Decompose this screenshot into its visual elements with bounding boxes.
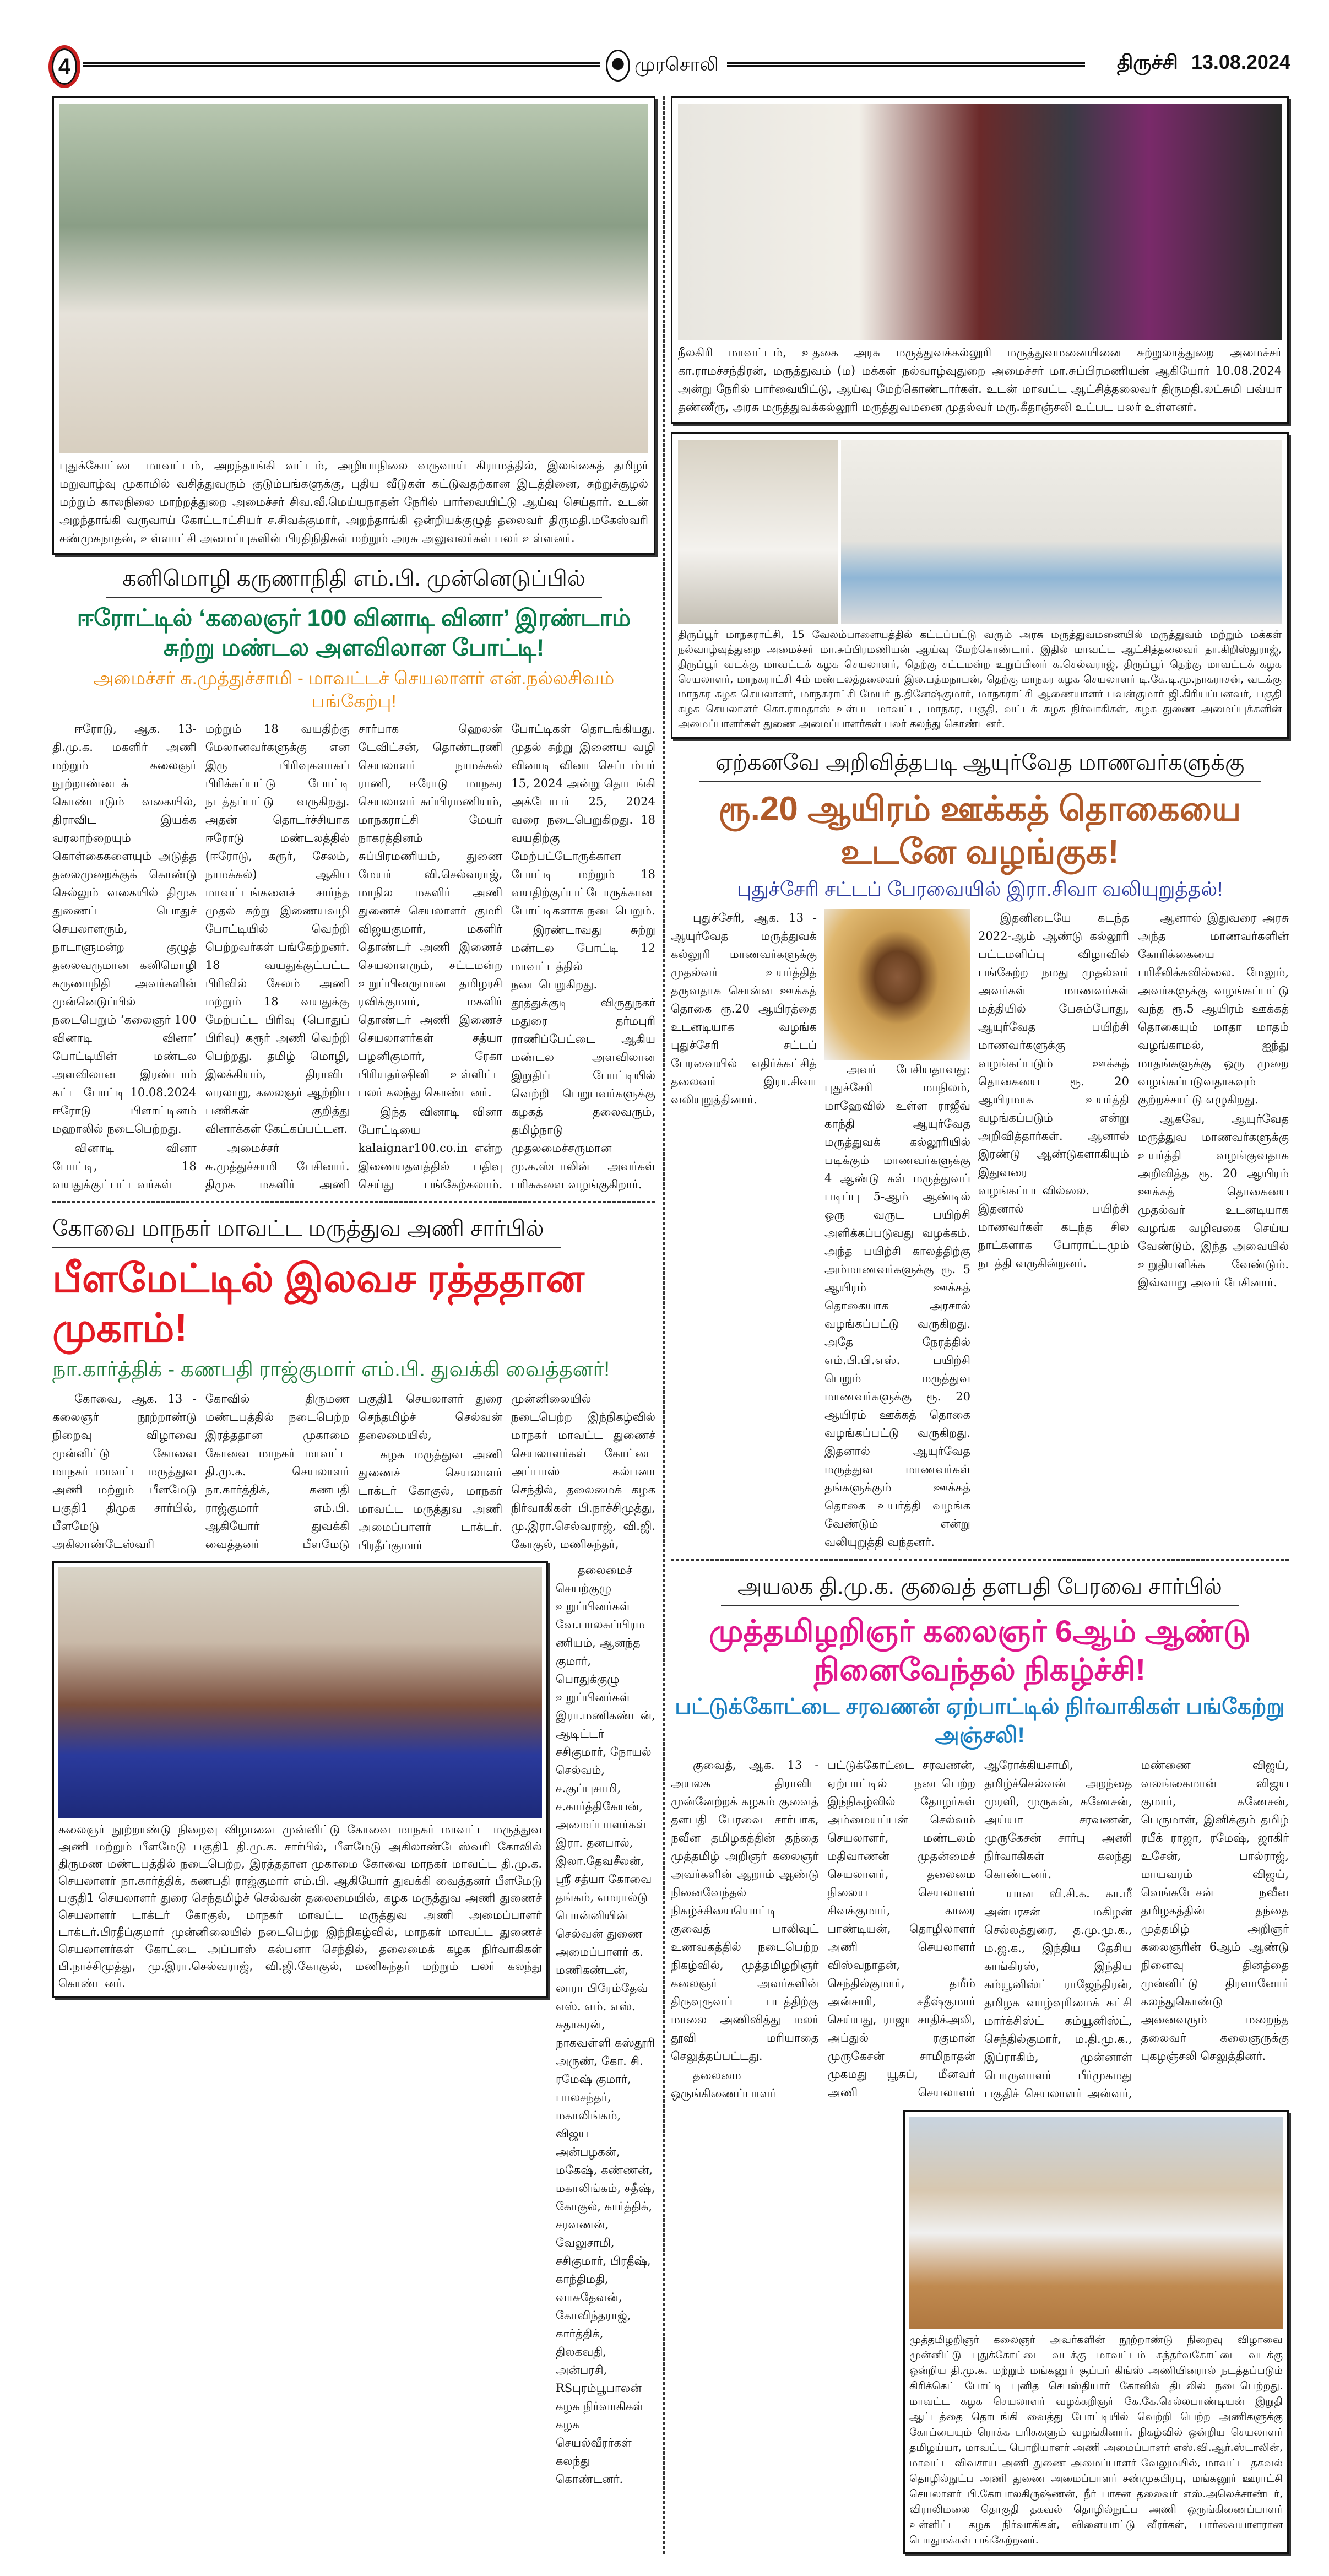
puducherry-body-row <box>671 909 1289 1552</box>
photo-story-pudukkottai <box>52 96 655 555</box>
masthead-logo <box>606 50 719 82</box>
paragraph: இதனிடையே கடந்த 2022-ஆம் ஆண்டு கல்லூரி பட்டமளிப்பு விழாவில் பங்கேற்ற நமது முதல்வர் அவர்கள் மாணவர்கள் மத்தியில் பேசும்போது, ஆயுர்வேத பயிற்சி மாணவர்களுக்கு வழங்கப்படும் ஊக்கத் தொகையை ரூ. 20 ஆயிரமாக உயர்த்தி வழங்கப்படும் என்று அறிவித்தார்கள். ஆனால் இரண்டு ஆண்டுகளாகியும் இதுவரை வழங்கப்படவில்லை. இதனால் பயிற்சி மாணவர்கள் கடந்த சில நாட்களாக போராட்டமும் நடத்தி வருகின்றனர். <box>978 911 1129 1270</box>
photo-story-blood-donation <box>52 1561 548 1998</box>
paragraph: தலைமைச் செயற்குழு உறுப்பினர்கள் வே.பாலசுப்பிரமணியம், ஆனந்த குமார், பொதுக்குழு உறுப்பினர்கள் இரா.மணிகண்டன், ஆடிட்டர் சசிகுமார், நோயல் செல்வம், ச.குப்புசாமி, ச.கார்த்திகேயன், அமைப்பாளர்கள் இரா. தனபால், இலா.தேவசீலன், ஸ்ரீ சத்யா கோவை தங்கம், எமரால்டு பொன்னியின் செல்வன் துணை அமைப்பாளர் க. மணிகண்டன், லாரா பிரேம்தேவ் எஸ். எம். எஸ். சுதாகரன், நாகவள்ளி கஸ்தூரி அருண், கோ. சி. ரமேஷ் குமார், பாலசந்தர், மகாலிங்கம், விஜய அன்பழகன், மகேஷ், கண்ணன், மகாலிங்கம், சதீஷ், கோகுல், கார்த்திக், சரவணன், வேலுசாமி, சசிகுமார், பிரதீஷ், காந்திமதி, வாசுதேவன், கோவிந்தராஜ், கார்த்திக், திலகவதி, அன்பரசி, RSபுரம்பூபாலன் கழக நிர்வாகிகள் கழக செயல்வீரர்கள் கலந்து கொண்டனர். <box>556 1563 655 2486</box>
erode-subheadline: அமைச்சர் சு.முத்துச்சாமி - மாவட்டச் செயலாளர் என்.நல்லசிவம் பங்கேற்பு! <box>93 667 615 712</box>
puducherry-body-col2-text <box>824 1060 970 1552</box>
page-number: 4 <box>48 45 80 88</box>
puducherry-body-col1 <box>671 909 817 1110</box>
kuwait-subheadline: பட்டுக்கோட்டை சரவணன் ஏற்பாட்டில் நிர்வாகிகள் பங்கேற்று அஞ்சலி! <box>675 1694 1285 1747</box>
photo-caption: முத்தமிழறிஞர் கலைஞர் அவர்களின் நூற்றாண்டு நிறைவு விழாவை முன்னிட்டு புதுக்கோட்டை வடக்கு மாவட்டம் கந்தர்வகோட்டை வடக்கு ஒன்றிய தி.மு.க. மற்றும் மங்கனூர் சூப்பர் கிங்ஸ் அணியினரால் நடத்தப்படும் கிரிக்கெட் போட்டி புனித செபஸ்தியார் கோவில் திடலில் நடைபெற்றது. மாவட்ட கழக செயலாளர் வழக்கறிஞர் கே.கே.செல்லபாண்டியன் இறுதி ஆட்டத்தை தொடங்கி வைத்து போட்டியில் வெற்றி பெற்ற அணிகளுக்கு கோப்பையும் ரொக்க பரிசுகளும் வழங்கினார். நிகழ்வில் ஒன்றிய செயலாளர் தமிழய்யா, மாவட்ட பொறியாளர் அணி அமைப்பாளர் எஸ்.வி.ஆர்.ஸ்டாலின், மாவட்ட விவசாய அணி துணை அமைப்பாளர் வேலுமயில், மாவட்ட தகவல் தொழில்நுட்ப அணி துணை அமைப்பாளர் சண்முகபிரபு, மங்கனூர் ஊராட்சி செயலாளர் பி.கோபாலகிருஷ்ணன், நீர் பாசன தலைவர் எஸ்.அலெக்சாண்டர், விராலிமலை தொகுதி தகவல் தொழில்நுட்ப அணி ஒருங்கிணைப்பாளர் உள்ளிட்ட கழக நிர்வாகிகள், விளையாட்டு வீரர்கள், பார்வையாளரான பொதுமக்கள் பங்கேற்றனர். <box>909 2333 1283 2546</box>
kovai-lower-row <box>52 1561 655 2490</box>
photo-caption: நீலகிரி மாவட்டம், உதகை அரசு மருத்துவக்கல்லூரி மருத்துவமனையினை சுற்றுலாத்துறை அமைச்சர் கா.ராமச்சந்திரன், மருத்துவம் (ம) மக்கள் நல்வாழ்வுதுறை அமைச்சர் மா.சுப்பிரமணியன் ஆகியோர் 10.08.2024 அன்று நேரில் பார்வையிட்டு, ஆய்வு மேற்கொண்டார்கள். உடன் மாவட்ட ஆட்சித்தலைவர் திருமதி.லட்சுமி பவ்யா தண்ணீரு, அரசு மருத்துவக்கல்லூரி மருத்துவமனை முதல்வர் மரு.கீதாஞ்சலி உட்பட பலர் உள்ளனர். <box>678 346 1282 414</box>
kuwait-headline: முத்தமிழறிஞர் கலைஞர் 6ஆம் ஆண்டு நினைவேந்தல் நிகழ்ச்சி! <box>709 1613 1251 1687</box>
dateline <box>1117 51 1290 77</box>
paragraph: யான வி.சி.க. கா.மீ அன்பரசன் மகிழன் செல்லத்துரை, த.மு.மு.க., ம.ஜ.க., இந்திய தேசிய காங்கிரஸ், இந்திய கம்யூனிஸ்ட் ராஜேந்திரன், தமிழக வாழ்வுரிமைக் கட்சி மார்க்சிஸ்ட் கம்யூனிஸ்ட், செந்தில்குமார், ம.தி.மு.க., இப்ராகிம், முன்னாள் பொருளாளர் பீர்முகமது பகுதிச் செயலாளர் அன்வர், மண்ணை விஜய், வலங்கைமான் விஜய குமார், கணேசன், பெருமாள், இனிக்கும் தமிழ் ரபீக் ராஜா, ரமேஷ், ஜாகிர் உசேன், பால்ராஜ், மாயவரம் விஜய், வெங்கடேசன் நவீன தமிழகத்தின் தந்தை முத்தமிழ் அறிஞர் கலைஞரின் 6ஆம் ஆண்டு நினைவு தினத்தை முன்னிட்டு திரளானோர் கலந்துகொண்டு அனைவரும் மறைந்த தலைவர் கலைஞருக்கு புகழஞ்சலி செலுத்தினர். <box>984 1758 1289 2100</box>
issue-date: 13.08.2024 <box>1191 51 1290 73</box>
paragraph: அவர் பேசியதாவது: புதுச்சேரி மாநிலம், மாஹேவில் உள்ள ராஜீவ் காந்தி ஆயுர்வேத மருத்துவக் கல்லூரியில் படிக்கும் மாணவர்களுக்கு 4 ஆண்டு கள் மருத்துவப் படிப்பு 5-ஆம் ஆண்டில் ஒரு வருட பயிற்சி அளிக்கப்படுவது வழக்கம். அந்த பயிற்சி காலத்திற்கு அம்மாணவர்களுக்கு ரூ. 5 ஆயிரம் ஊக்கத் தொகையாக அரசால் வழங்கப்பட்டு வருகிறது. அதே நேரத்தில் எம்.பி.பி.எஸ். பயிற்சி பெறும் மருத்துவ மாணவர்களுக்கு ரூ. 20 ஆயிரம் ஊக்கத் தொகை வழங்கப்பட்டு வருகிறது. இதனால் ஆயுர்வேத மருத்துவ மாணவர்கள் தங்களுக்கும் ஊக்கத் தொகை உயர்த்தி வழங்க வேண்டும் என்று வலியுறுத்தி வந்தனர். <box>824 1062 970 1549</box>
page-header <box>0 0 1329 94</box>
paragraph: ஆனால் இதுவரை அரசு அந்த மாணவர்களின் கோரிக்கையை பரிசீலிக்கவில்லை. மேலும், அவர்களுக்கு வழங்கப்பட்டு வந்த ரூ.5 ஆயிரம் ஊக்கத் தொகையும் மாதா மாதம் வழங்காமல், ஐந்து மாதங்களுக்கு ஒரு முறை வழங்கப்படுவதாகவும் குற்றச்சாட்டு எழுகிறது. <box>1138 911 1289 1106</box>
header-rule-right <box>727 62 1085 67</box>
paragraph: கழக மருத்துவ அணி துணைச் செயலாளர் டாக்டர் கோகுல், மாநகர் மாவட்ட மருத்துவ அணி அமைப்பாளர் டாக்டர். பிரதீப்குமார் முன்னிலையில் நடைபெற்ற இந்நிகழ்வில் மாநகர் மாவட்ட துணைச் செயலாளர்கள் கோட்டை அப்பாஸ் கல்பனா செந்தில், தலைமைக் கழக நிர்வாகிகள் பி.நாச்சிமுத்து, மு.இரா.செல்வராஜ், வி.ஜி. கோகுல், மணிசுந்தர், <box>358 1392 655 1552</box>
section-divider <box>52 1201 655 1203</box>
erode-article-body <box>52 720 655 1194</box>
paragraph: தலைமை ஒருங்கிணைப்பாளர் பட்டுக்கோட்டை சரவணன், ஏற்பாட்டில் நடைபெற்ற இந்நிகழ்வில் தோழர்கள் அம்மையப்பன் செல்வம் செயலாளர், மண்டலம் மதிவாணன் முதன்மைச் செயலாளர், தலைமை நிலைய செயலாளர் சிவக்குமார், காரை பாண்டியன், தொழிலாளர் அணி செயலாளர் விஸ்வநாதன், செந்தில்குமார், தமீம் அன்சாரி, சதீஷ்குமார் செய்யது, ராஜா சாதிக்அலி, அப்துல் ரகுமான் முருகேசன் சாமிநாதன் முகமது யூசுப், மீனவர் அணி செயலாளர் ஆரோக்கியசாமி, தமிழ்ச்செல்வன் அறந்தை முரளி, முருகன், கணேசன், அய்யா சரவணன், முருகேசன் சார்பு அணி நிர்வாகிகள் கலந்து கொண்டனர். <box>671 1758 1132 2100</box>
masthead-title: முரசொலி <box>634 53 719 75</box>
puducherry-headline: ரூ.20 ஆயிரம் ஊக்கத் தொகையை உடனே வழங்குக! <box>718 790 1241 871</box>
paragraph: கோவை, ஆக. 13 - கலைஞர் நூற்றாண்டு நிறைவு விழாவை முன்னிட்டு கோவை மாநகர் மாவட்ட மருத்துவ அணி மற்றும் பீளமேடு பகுதி1 திமுக சார்பில், பீளமேடு அகிலாண்டேஸ்வரி கோவில் திருமண மண்டபத்தில் நடைபெற்ற இரத்ததான முகாமை கோவை மாநகர் மாவட்ட தி.மு.க. செயலாளர் நா.கார்த்திக், கணபதி ராஜ்குமார் எம்.பி. ஆகியோர் துவக்கி வைத்தனர் பீளமேடு பகுதி1 செயலாளர் துரை செந்தமிழ்ச் செல்வன் தலைமையில், <box>52 1392 503 1551</box>
photo-hospital-ward <box>841 440 1282 624</box>
photo-hospital-visit-nilgiris <box>678 104 1282 340</box>
erode-kicker: கனிமொழி கருணாநிதி எம்.பி. முன்னெடுப்பில் <box>52 564 655 598</box>
photo-story-tiruppur <box>671 432 1289 739</box>
edition-name: திருச்சி <box>1116 51 1178 73</box>
puducherry-body-col3-4 <box>978 909 1289 1292</box>
paragraph: வினாடி வினா போட்டி, 18 வயதுக்குட்பட்டவர்கள் மற்றும் 18 வயதிற்கு மேலானவர்களுக்கு என இரு பிரிவுகளாகப் பிரிக்கப்பட்டு போட்டி நடத்தப்பட்டு வருகிறது. அதன் தொடர்ச்சியாக ஈரோடு மண்டலத்தில் (ஈரோடு, கரூர், சேலம், நாமக்கல்) ஆகிய மாவட்டங்களைச் சார்ந்த முதல் சுற்று இணையவழி போட்டியில் வெற்றி பெற்றவர்கள் பங்கேற்றனர். 18 வயதுக்குட்பட்ட பிரிவில் சேலம் அணி மற்றும் 18 வயதுக்கு மேற்பட்ட பிரிவு (பொதுப் பிரிவு) கரூர் அணி வெற்றி பெற்றது. தமிழ் மொழி, இலக்கியம், திராவிட வரலாறு, கலைஞர் ஆற்றிய பணிகள் குறித்து வினாக்கள் கேட்கப்பட்டன. <box>52 722 350 1192</box>
photo-cricket-match <box>909 2117 1283 2329</box>
header-rule-left <box>83 62 600 67</box>
photo-caption: புதுக்கோட்டை மாவட்டம், அறந்தாங்கி வட்டம், அழியாநிலை வருவாய் கிராமத்தில், இலங்கைத் தமிழர் மறுவாழ்வு முகாமில் வசித்துவரும் குடும்பங்களுக்கு, புதிய வீடுகள் கட்டுவதற்கான இடத்தினை, சுற்றுச்சூழல் மற்றும் காலநிலை மாற்றத்துறை அமைச்சர் சிவ.வீ.மெய்யநாதன் நேரில் பார்வையிட்டு ஆய்வு செய்தார். உடன் அறந்தாங்கி வருவாய் கோட்டாட்சியர் ச.சிவக்குமார், அறந்தாங்கி ஒன்றியக்குழுத் தலைவர் திருமதி.மகேஸ்வரி சண்முகநாதன், உள்ளாட்சி அமைப்புகளின் பிரதிநிதிகள் மற்றும் அரசு அலுவலர்கள் பலர் உள்ளனர். <box>59 459 648 545</box>
section-divider <box>671 1559 1289 1561</box>
paragraph: அமைச்சர் சு.முத்துச்சாமி பேசினார். திமுக மகளிர் அணி சார்பாக ஹெலன் டேவிட்சன், தொண்டரணி செயலாளர் நாமக்கல் ராணி, ஈரோடு மாநகர செயலாளர் சுப்பிரமணியம், மாநகராட்சி மேயர் நாகரத்தினம் சுப்பிரமணியம், துணை மேயர் வி.செல்வராஜ், மாநில மகளிர் அணி துணைச் செயலாளர் குமரி விஜயகுமார், மகளிர் தொண்டர் அணி இணைச் செயலாளரும், சட்டமன்ற உறுப்பினருமான தமிழரசி ரவிக்குமார், மகளிர் தொண்டர் அணி இணைச் செயலாளர்கள் சத்யா பழனிகுமார், ரேகா பிரியதர்ஷினி உள்ளிட்ட பலர் கலந்து கொண்டனர். <box>205 722 503 1192</box>
left-column <box>52 96 655 2490</box>
photo-story-nilgiris <box>671 96 1289 424</box>
portrait-r-siva <box>824 909 970 1060</box>
photo-pair <box>678 440 1282 624</box>
kuwait-article-body <box>671 1756 1289 2103</box>
paragraph: இரண்டாவது சுற்று மண்டல போட்டி 12 மாவட்டத்தில் நடைபெறுகிறது. தூத்துக்குடி விருதுநகர் மதுரை தர்மபுரி ராணிப்பேட்டை ஆகிய மண்டல அளவிலான இறுதிப் போட்டியில் வெற்றி பெறுபவர்களுக்கு கழகத் தலைவரும், தமிழ்நாடு முதலமைச்சருமான மு.க.ஸ்டாலின் அவர்கள் பரிசுகளை வழங்குகிறார். <box>511 923 655 1192</box>
paragraph: ஈரோடு, ஆக. 13- தி.மு.க. மகளிர் அணி மற்றும் கலைஞர் நூற்றாண்டைக் கொண்டாடும் வகையில், திராவிட இயக்க வரலாற்றையும் கொள்கைகளையும் அடுத்த தலைமுறைக்குக் கொண்டு செல்லும் வகையில் திமுக துணைப் பொதுச் செயலாளரும், நாடாளுமன்ற குழுத் தலைவருமான கனிமொழி கருணாநிதி அவர்களின் முன்னெடுப்பில் நடைபெறும் ‘கலைஞர் 100 வினாடி வினா’ போட்டியின் மண்டல அளவிலான இரண்டாம் கட்ட போட்டி 10.08.2024 ஈரோடு பிளாட்டினம் மஹாலில் நடைபெற்றது. <box>52 722 197 1136</box>
kovai-article-body <box>52 1390 655 1555</box>
kovai-subheadline: நா.கார்த்திக் - கணபதி ராஜ்குமார் எம்.பி. துவக்கி வைத்தனர்! <box>52 1357 610 1381</box>
paragraph: இந்த வினாடி வினா போட்டியை kalaignar100.co.in என்ற இணையதளத்தில் பதிவு செய்து பங்கேற்கலாம். போட்டிகள் தொடங்கியது. முதல் சுற்று இணைய வழி வினாடி வினா செப்டம்பர் 15, 2024 அன்று தொடங்கி அக்டோபர் 25, 2024 வரை நடைபெறுகிறது. 18 வயதிற்கு மேற்பட்டோருக்கான போட்டி மற்றும் 18 வயதிற்குப்பட்டோருக்கான போட்டிகளாக நடைபெறும். <box>358 722 655 1192</box>
puducherry-kicker: ஏற்கனவே அறிவித்தபடி ஆயுர்வேத மாணவர்களுக்கு <box>671 748 1289 782</box>
photo-caption: திருப்பூர் மாநகராட்சி, 15 வேலம்பாளையத்தில் கட்டப்பட்டு வரும் அரசு மருத்துவமனையில் மருத்துவம் மற்றும் மக்கள் நல்வாழ்வுத்துறை அமைச்சர் மா.சுப்பிரமணியன் ஆய்வு மேற்கொண்டார். இதில் மாவட்ட ஆட்சித்தலைவர் தா.கிறிஸ்துராஜ், திருப்பூர் வடக்கு மாவட்டக் கழக செயலாளர், தெற்கு சட்டமன்ற உறுப்பினர் க.செல்வராஜ், திருப்பூர் தெற்கு மாவட்டக் கழக செயலாளர், மாநகராட்சி 4ம் மண்டலத்தலைவர் இல.பத்மநாபன், தெற்கு மாநகர கழக செயலாளர் டி.கே.டி.மு.நாகராசன், வடக்கு மாநகர கழக செயலாளர், மாநகராட்சி மேயர் ந.தினேஷ்குமார், மாநகராட்சி ஆணையாளர் பவன்குமார் ஜி.கிரியப்பனவர், பகுதி கழக செயலாளர் கொ.ராமதாஸ் உள்பட மாவட்ட, மாநகர, பகுதி, வட்டக் கழக நிர்வாகிகள், கழக துணை அமைப்புக்களின் அமைப்பாளர்கள் துணை அமைப்பாளர்கள் பலர் கலந்து கொண்டனர். <box>678 629 1282 730</box>
right-column <box>663 96 1289 2554</box>
paragraph: புதுச்சேரி, ஆக. 13 - ஆயுர்வேத மருத்துவக் கல்லூரி மாணவர்களுக்கு முதல்வர் உயர்த்தித் தருவதாக சொன்ன ஊக்கத் தொகை ரூ.20 ஆயிரத்தை உடனடியாக வழங்க புதுச்சேரி சட்டப் பேரவையில் எதிர்க்கட்சித் தலைவர் இரா.சிவா வலியுறுத்தினார். <box>671 911 817 1106</box>
photo-minister-walkthrough <box>678 440 838 624</box>
kuwait-kicker: அயலக தி.மு.க. குவைத் தளபதி பேரவை சார்பில் <box>671 1572 1289 1606</box>
erode-headline: ஈரோட்டில் ‘கலைஞர் 100 வினாடி வினா’ இரண்டாம் சுற்று மண்டல அளவிலான போட்டி! <box>77 605 631 661</box>
page-body <box>0 94 1329 2576</box>
puducherry-body-col2 <box>824 909 970 1552</box>
kovai-article-body-continued <box>556 1561 655 2490</box>
kovai-kicker: கோவை மாநகர் மாவட்ட மருத்துவ அணி சார்பில் <box>52 1214 655 1248</box>
photo-story-cricket <box>903 2110 1289 2554</box>
photo-caption: கலைஞர் நூற்றாண்டு நிறைவு விழாவை முன்னிட்டு கோவை மாநகர் மாவட்ட மருத்துவ அணி மற்றும் பீளமேடு பகுதி1 தி.மு.க. சார்பில், பீளமேடு அகிலாண்டேஸ்வரி கோவில் திருமண மண்டபத்தில் நடைபெற்ற, இரத்ததான முகாமை கோவை மாநகர் மாவட்ட தி.மு.க. செயலாளர் நா.கார்த்திக், கணபதி ராஜ்குமார் எம்.பி. ஆகியோர் துவக்கி வைத்தனர் பீளமேடு பகுதி1 செயலாளர் துரை செந்தமிழ்ச் செல்வன் தலைமையில், கழக மருத்துவ அணி துணைச் செயலாளர் டாக்டர் கோகுல், மாநகர் மாவட்ட மருத்துவ அணி அமைப்பாளர் டாக்டர்.பிரதீப்குமார் முன்னிலையில் நடைபெற்ற இந்நிகழ்வில், மாநகர் மாவட்ட துணைச் செயலாளர்கள் கோட்டை அப்பாஸ் கல்பனா செந்தில், தலைமைக் கழக நிர்வாகிகள் பி.நாச்சிமுத்து, மு.இரா.செல்வராஜ், வி.ஜி.கோகுல், மணிசுந்தர் மற்றும் பலர் கலந்து கொண்டனர். <box>58 1823 542 1990</box>
rooster-emblem-icon <box>606 50 630 82</box>
photo-minister-inspection <box>59 104 648 453</box>
photo-blood-donation-camp <box>58 1567 542 1818</box>
paragraph: குவைத், ஆக. 13 - அயலக திராவிட முன்னேற்றக் கழகம் குவைத் தளபதி பேரவை சார்பாக, நவீன தமிழகத்தின் தந்தை முத்தமிழ் அறிஞர் கலைஞர் அவர்களின் ஆறாம் ஆண்டு நினைவேந்தல் நிகழ்ச்சியையொட்டி குவைத் பாலிவுட் உணவகத்தில் நடைபெற்ற நிகழ்வில், முத்தமிழறிஞர் கலைஞர் அவர்களின் திருவுருவப் படத்திற்கு மாலை அணிவித்து மலர் தூவி மரியாதை செலுத்தப்பட்டது. <box>671 1758 819 2063</box>
kovai-headline: பீளமேட்டில் இலவச ரத்ததான முகாம்! <box>52 1256 584 1350</box>
puducherry-subheadline: புதுச்சேரி சட்டப் பேரவையில் இரா.சிவா வலியுறுத்தல்! <box>736 878 1223 900</box>
paragraph: ஆகவே, ஆயுர்வேத மருத்துவ மாணவர்களுக்கு உயர்த்தி வழங்குவதாக அறிவித்த ரூ. 20 ஆயிரம் ஊக்கத் தொகையை முதல்வர் உடனடியாக வழங்க வழிவகை செய்ய வேண்டும். இந்த அவையில் உறுதியளிக்க வேண்டும். இவ்வாறு அவர் பேசினார். <box>1138 1112 1289 1289</box>
